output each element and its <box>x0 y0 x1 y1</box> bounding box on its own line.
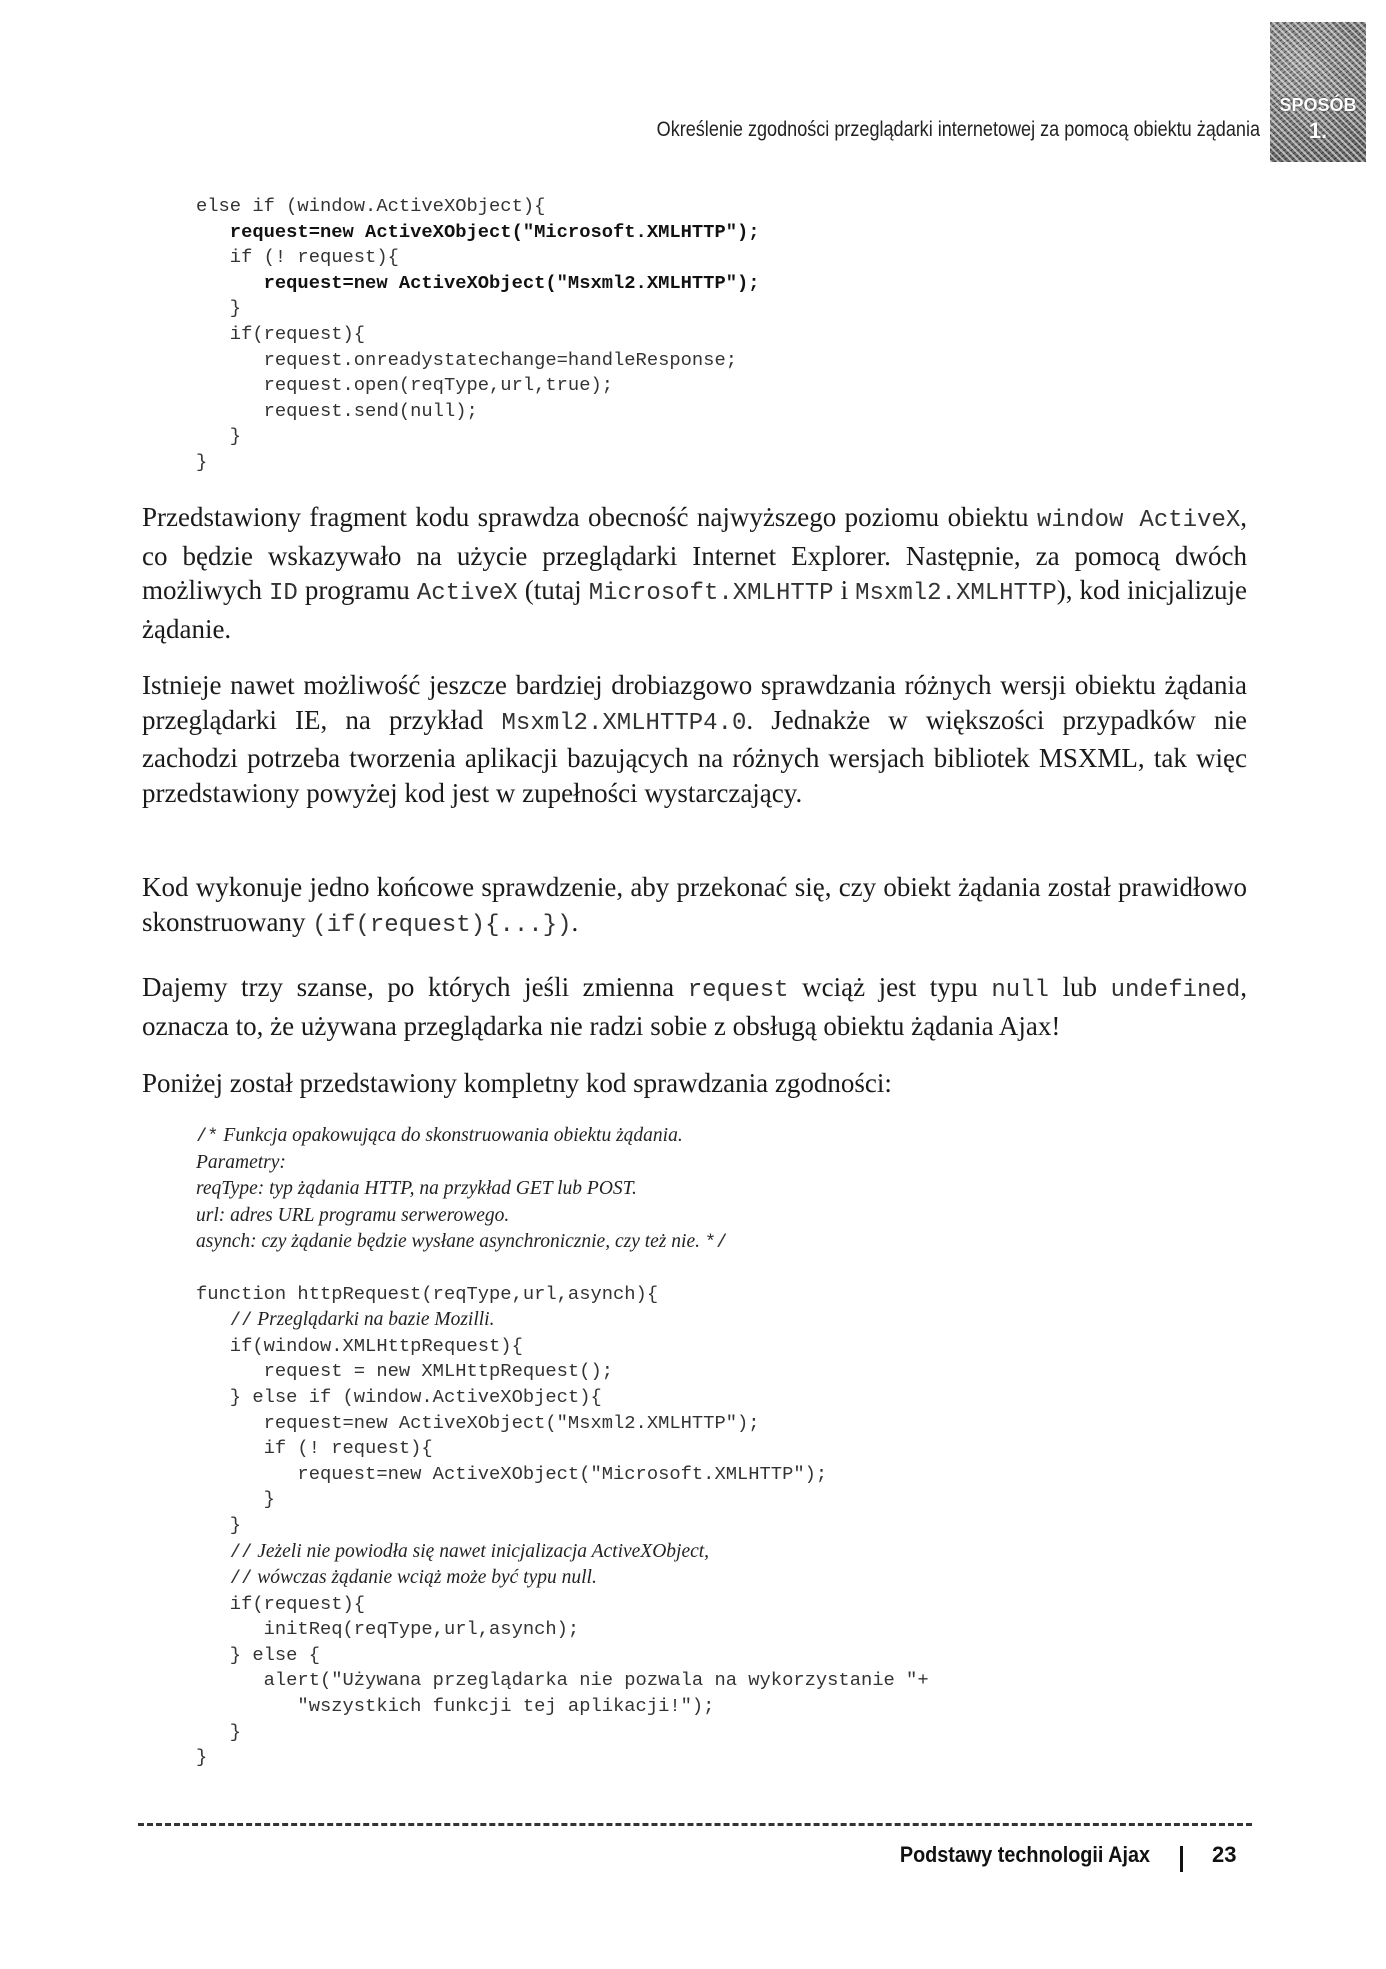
paragraph-2 <box>142 668 1247 810</box>
footer-separator <box>1180 1846 1183 1872</box>
inline-code: window ActiveX <box>1036 507 1241 534</box>
code-line: if (! request){ <box>196 246 399 269</box>
footer-book-title: Podstawy technologii Ajax <box>899 1842 1150 1867</box>
comment-slash: // <box>196 1540 253 1563</box>
code-line: "wszystkich funkcji tej aplikacji!"); <box>196 1695 715 1718</box>
footer-rule <box>138 1823 1252 1826</box>
comment-slash: // <box>196 1567 253 1590</box>
inline-code: undefined <box>1110 977 1241 1004</box>
paragraph-text: . <box>571 906 579 937</box>
paragraph-text: Istnieje nawet możliwość jeszcze bardziej drobiazgowo sprawdzania różnych wersji obiektu żądania przeglądarki IE, na przykład <box>142 670 1247 735</box>
code-line: else if (window.ActiveXObject){ <box>196 195 546 217</box>
code-line: initReq(reqType,url,asynch); <box>196 1618 580 1641</box>
code-line: } <box>196 450 208 473</box>
code-comment: asynch: czy żądanie będzie wysłane asynchronicznie, czy też nie. <box>196 1231 705 1253</box>
paragraph-text: programu <box>297 575 417 605</box>
inline-code: ID <box>269 580 298 607</box>
code-line: function httpRequest(reqType,url,asynch){ <box>196 1282 659 1305</box>
page-number: 23 <box>1212 1842 1237 1867</box>
code-line: } <box>196 425 242 448</box>
code-listing-1 <box>196 194 760 476</box>
paragraph-text: i <box>833 575 856 605</box>
running-header: Określenie zgodności przeglądarki internetowej za pomocą obiektu żądania <box>656 118 1260 141</box>
inline-code: (if(request){...}) <box>312 911 572 939</box>
code-line: } <box>196 1488 275 1511</box>
paragraph-text: wciąż jest typu <box>788 972 992 1002</box>
paragraph-5 <box>142 1066 1247 1101</box>
paragraph-text: Poniżej został przedstawiony kompletny kod sprawdzania zgodności: <box>142 1068 892 1098</box>
paragraph-3 <box>142 870 1247 943</box>
code-line: } <box>196 1746 208 1769</box>
code-line: request.open(reqType,url,true); <box>196 374 614 397</box>
paragraph-text: Przedstawiony fragment kodu sprawdza obecność najwyższego poziomu obiektu <box>142 502 1037 532</box>
code-line: } else if (window.ActiveXObject){ <box>196 1385 602 1408</box>
paragraph-4 <box>142 970 1247 1043</box>
code-line: if (! request){ <box>196 1437 433 1460</box>
paragraph-1 <box>142 500 1247 646</box>
comment-close: */ <box>704 1231 728 1254</box>
code-line: if(request){ <box>196 1592 366 1615</box>
code-line: request = new XMLHttpRequest(); <box>196 1360 614 1383</box>
paragraph-text: Dajemy trzy szanse, po których jeśli zmienna <box>142 972 688 1002</box>
inline-code: Msxml2.XMLHTTP <box>855 580 1057 607</box>
code-comment: url: adres URL programu serwerowego. <box>196 1204 510 1226</box>
paragraph-text: Kod wykonuje jedno końcowe sprawdzenie, aby przekonać się, czy obiekt żądania został prawidłowo skonstruowany <box>142 872 1247 937</box>
comment-open: /* <box>196 1125 219 1147</box>
hack-tab-label: SPOSÓB <box>1279 95 1357 115</box>
inline-code: Microsoft.XMLHTTP <box>588 580 834 607</box>
inline-code: Msxml2.XMLHTTP4.0 <box>501 709 747 737</box>
inline-code: ActiveX <box>416 580 518 607</box>
code-listing-2 <box>196 1123 929 1771</box>
hack-tab-number: 1. <box>1308 118 1328 143</box>
code-comment: Przeglądarki na bazie Mozilli. <box>252 1309 495 1331</box>
code-line: } <box>196 297 242 320</box>
inline-code: request <box>687 977 789 1004</box>
code-line: request=new ActiveXObject("Microsoft.XMLHTTP"); <box>196 220 760 243</box>
code-comment: Funkcja opakowująca do skonstruowania obiektu żądania. <box>218 1125 683 1146</box>
paragraph-text: . Jednakże w większości przypadków nie zachodzi potrzeba tworzenia aplikacji bazujących na różnych wersjach bibliotek MSXML, tak więc przedstawiony powyżej kod jest w zupełności wystarczający. <box>142 704 1247 808</box>
code-line: alert("Używana przeglądarka nie pozwala na wykorzystanie "+ <box>196 1669 929 1692</box>
paragraph-text: lub <box>1048 972 1111 1002</box>
code-line: if(window.XMLHttpRequest){ <box>196 1334 523 1357</box>
code-comment: wówczas żądanie wciąż może być typu null. <box>252 1567 597 1589</box>
inline-code: null <box>991 977 1049 1004</box>
comment-slash: // <box>196 1309 253 1332</box>
paragraph-text: (tutaj <box>517 575 589 605</box>
code-line: request=new ActiveXObject("Msxml2.XMLHTTP"); <box>196 1411 760 1434</box>
code-comment: Parametry: <box>196 1151 286 1173</box>
code-line: request.onreadystatechange=handleResponse; <box>196 348 737 371</box>
code-line: request=new ActiveXObject("Microsoft.XMLHTTP"); <box>196 1462 828 1485</box>
code-line: request.send(null); <box>196 399 478 422</box>
code-line: } else { <box>196 1643 320 1666</box>
code-line: } <box>196 1513 242 1536</box>
code-comment: Jeżeli nie powiodła się nawet inicjalizacja ActiveXObject, <box>252 1540 710 1562</box>
code-line: } <box>196 1720 242 1743</box>
code-comment: reqType: typ żądania HTTP, na przykład GET lub POST. <box>196 1178 637 1200</box>
paragraph-text: , co będzie wskazywało na użycie przeglądarki Internet Explorer. Następnie, za pomocą dwóch możliwych <box>142 502 1248 605</box>
paragraph-text: , oznacza to, że używana przeglądarka nie radzi sobie z obsługą obiektu żądania Ajax! <box>142 972 1247 1041</box>
code-line: if(request){ <box>196 322 366 345</box>
hack-tab <box>1270 22 1366 162</box>
paragraph-text: ), kod inicjalizuje żądanie. <box>142 575 1248 644</box>
code-line: request=new ActiveXObject("Msxml2.XMLHTTP"); <box>196 271 760 294</box>
